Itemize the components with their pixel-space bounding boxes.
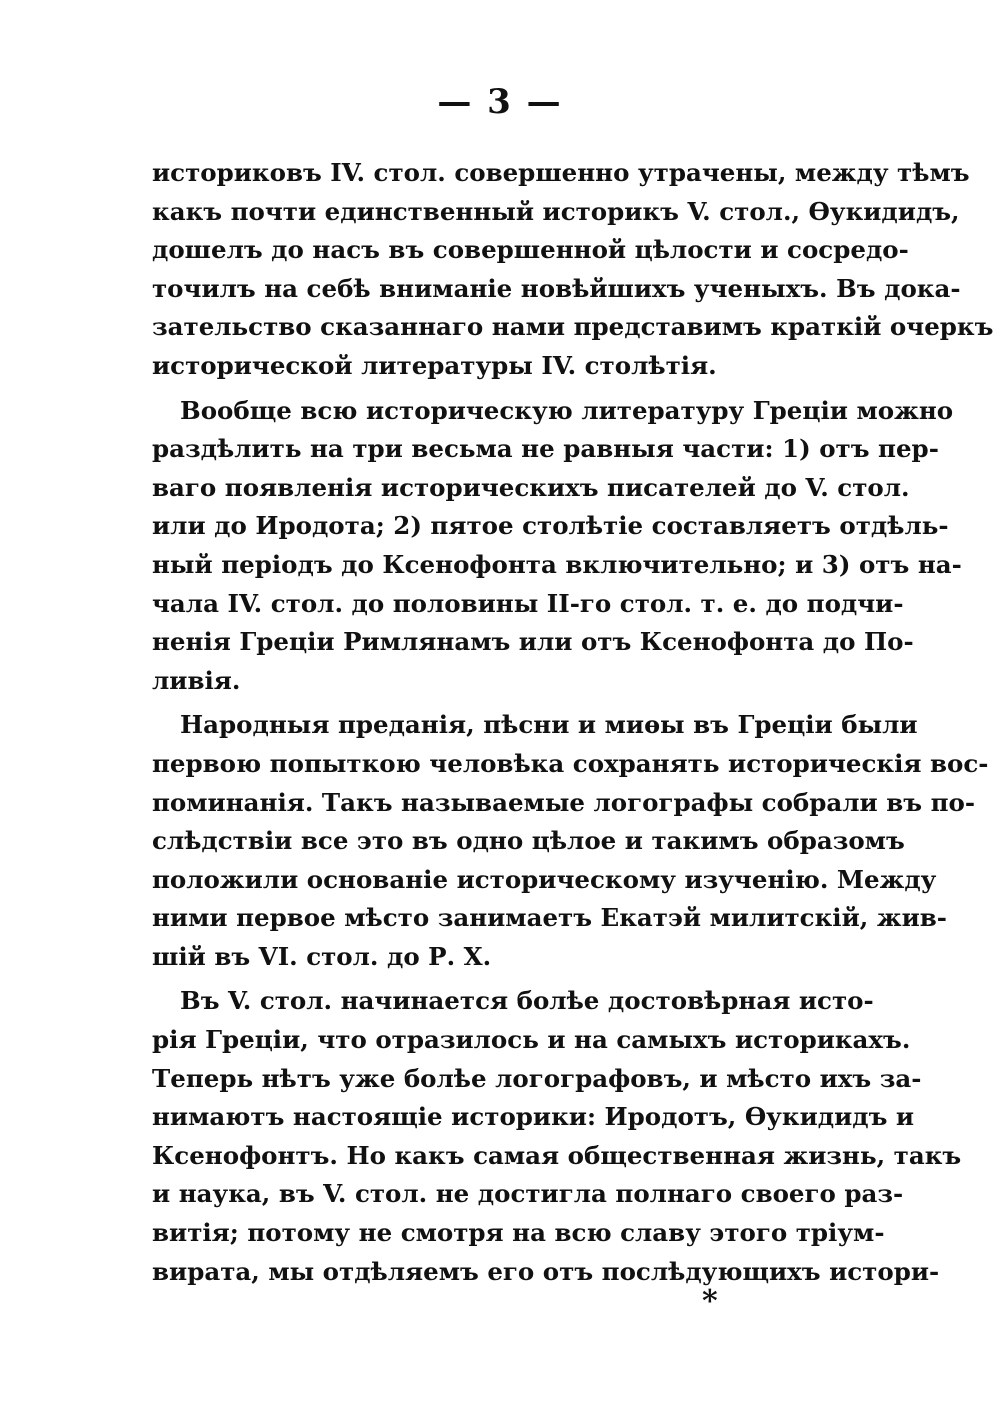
text-line: Народныя преданія, пѣсни и миѳы въ Греціи были — [180, 710, 918, 740]
text-line: Теперь нѣтъ уже болѣе логографовъ, и мѣсто ихъ за- — [152, 1063, 922, 1093]
text-line: положили основаніе историческому изученію. Между — [152, 864, 937, 894]
text-line: витія; потому не смотря на всю славу этого тріум- — [152, 1218, 885, 1248]
paragraph-2 — [152, 392, 962, 701]
text-body — [152, 154, 994, 1291]
page-number-header: — 3 — — [437, 82, 563, 122]
text-line: поминанія. Такъ называемые логографы собрали въ по- — [152, 787, 976, 817]
text-line: историковъ IV. стол. совершенно утрачены, между тѣмъ — [152, 158, 970, 187]
text-line: ливія. — [152, 665, 241, 695]
paragraph-4 — [152, 982, 962, 1291]
text-line: чала IV. стол. до половины II-го стол. т. е. до подчи- — [152, 588, 904, 618]
text-line: зательство сказаннаго нами представимъ краткій очеркъ — [152, 312, 994, 342]
text-line: или до Иродота; 2) пятое столѣтіе составляетъ отдѣль- — [152, 511, 949, 541]
text-line: Ксенофонтъ. Но какъ самая общественная жизнь, такъ — [152, 1140, 962, 1170]
signature-mark: * — [702, 1284, 718, 1319]
text-line: раздѣлить на три весьма не равныя части: 1) отъ пер- — [152, 434, 939, 464]
text-line: какъ почти единственный историкъ V. стол., Ѳукидидъ, — [152, 196, 960, 226]
text-line: Въ V. стол. начинается болѣе достовѣрная исто- — [180, 986, 874, 1016]
text-line: шій въ VI. стол. до Р. Х. — [152, 941, 492, 971]
text-line: исторической литературы IV. столѣтія. — [152, 350, 717, 380]
text-line: слѣдствіи все это въ одно цѣлое и такимъ образомъ — [152, 826, 905, 856]
text-line: ними первое мѣсто занимаетъ Екатэй милитскій, жив- — [152, 903, 947, 933]
text-line: первою попыткою человѣка сохранять историческія вос- — [152, 748, 989, 778]
text-line: и наука, въ V. стол. не достигла полнаго своего раз- — [152, 1179, 904, 1209]
text-line: ваго появленія историческихъ писателей до V. стол. — [152, 472, 910, 502]
text-line: вирата, мы отдѣляемъ его отъ послѣдующихъ истори- — [152, 1256, 940, 1286]
text-line: нимаютъ настоящіе историки: Иродотъ, Ѳукидидъ и — [152, 1102, 915, 1132]
text-line: ненія Греціи Римлянамъ или отъ Ксенофонта до По- — [152, 627, 914, 657]
text-line: дошелъ до насъ въ совершенной цѣлости и сосредо- — [152, 235, 909, 265]
paragraph-1 — [152, 154, 994, 386]
text-line: точилъ на себѣ вниманіе новѣйшихъ ученыхъ. Въ дока- — [152, 273, 961, 303]
text-line: ный періодъ до Ксенофонта включительно; и 3) отъ на- — [152, 549, 962, 579]
text-line: Вообще всю историческую литературу Греціи можно — [180, 395, 954, 425]
paragraph-3 — [152, 706, 989, 976]
text-line: рія Греціи, что отразилось и на самыхъ историкахъ. — [152, 1025, 911, 1055]
